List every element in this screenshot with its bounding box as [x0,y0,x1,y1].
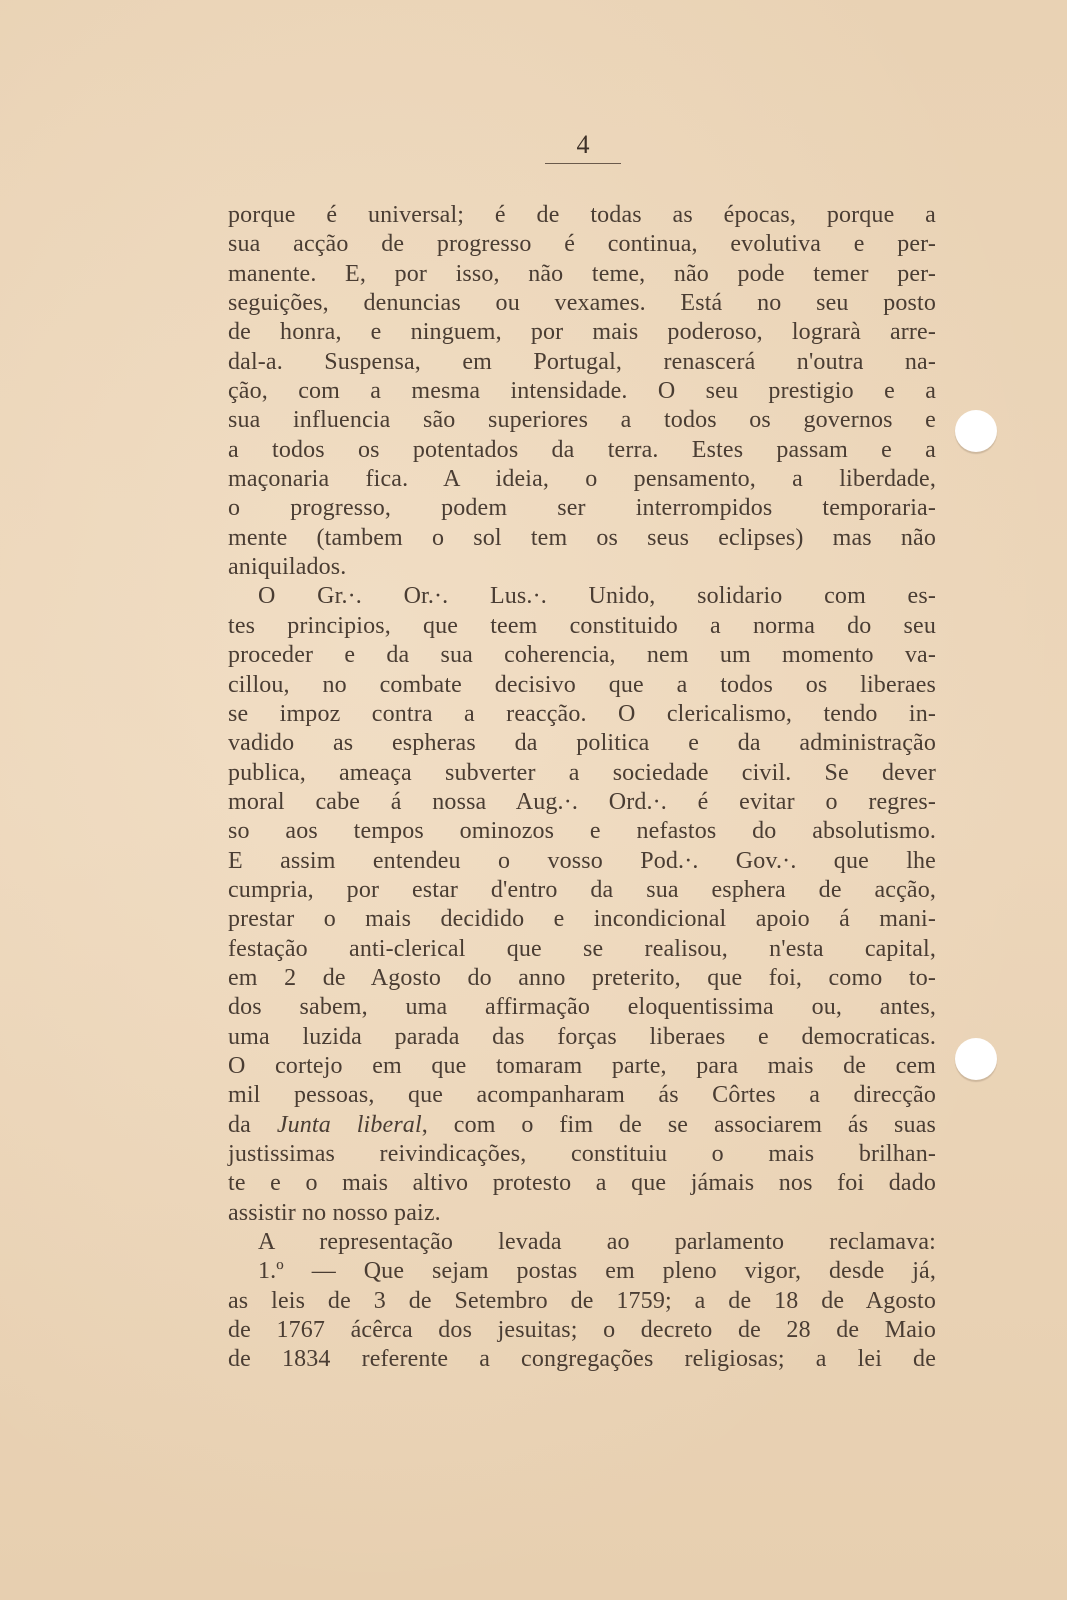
text-line: em 2 de Agosto do anno preterito, que foi, como to- [228,964,936,991]
text-line: A representação levada ao parlamento reclamava: [258,1229,936,1256]
junta-liberal-italic: Junta liberal [276,1111,422,1138]
text-line: de 1834 referente a congregações religiosas; a lei de [228,1346,936,1373]
text-line: dal-a. Suspensa, em Portugal, renascerá n'outra na- [228,348,936,375]
text-line: mente (tambem o sol tem os seus eclipses) mas não [228,524,936,551]
text-line: o progresso, podem ser interrompidos temporaria- [228,495,936,522]
text-line: prestar o mais decidido e incondicional apoio á mani- [228,906,936,933]
text-line: festação anti-clerical que se realisou, n'esta capital, [228,935,936,962]
text-line: assistir no nosso paiz. [228,1199,441,1226]
body-text [228,201,936,1375]
text-line: cillou, no combate decisivo que a todos os liberaes [228,671,936,698]
text-line: O cortejo em que tomaram parte, para mais de cem [228,1052,936,1079]
text-line: seguições, denuncias ou vexames. Está no seu posto [228,290,936,317]
text-line: justissimas reivindicações, constituiu o mais brilhan- [228,1141,936,1167]
text-line: te e o mais altivo protesto a que jámais nos foi dado [228,1170,936,1197]
text-line: vadido as espheras da politica e da administração [228,730,936,757]
text-line: ção, com a mesma intensidade. O seu prestigio e a [228,378,936,405]
text-line: sua acção de progresso é continua, evolutiva e per- [228,231,936,258]
text-line: maçonaria fica. A ideia, o pensamento, a liberdade, [228,466,936,493]
page-number: 4 [576,130,590,159]
text-line: tes principios, que teem constituido a norma do seu [228,612,936,639]
text-line: so aos tempos ominozos e nefastos do absolutismo. [228,818,936,845]
text-line: a todos os potentados da terra. Estes passam e a [228,436,936,463]
text-line: 1.º — Que sejam postas em pleno vigor, desde já, [258,1258,936,1285]
text-line: de honra, e ninguem, por mais poderoso, lograrà arre- [228,319,936,346]
text-line: sua influencia são superiores a todos os governos e [228,407,936,434]
text-line: se impoz contra a reacção. O clericalismo, tendo in- [228,700,936,727]
text-line: uma luzida parada das forças liberaes e democraticas. [228,1023,936,1050]
text-line: proceder e da sua coherencia, nem um momento va- [228,642,936,669]
text-line: cumpria, por estar d'entro da sua esphera de acção, [228,876,936,903]
text-line: mil pessoas, que acompanharam ás Côrtes a direcção [228,1082,936,1109]
text-line: de 1767 ácêrca dos jesuitas; o decreto de 28 de Maio [228,1317,936,1344]
text-line: dos sabem, uma affirmação eloquentissima ou, antes, [228,994,936,1021]
binding-hole [955,1038,997,1080]
text-line: moral cabe á nossa Aug.·. Ord.·. é evitar o regres- [228,788,936,815]
junta-prefix: da [228,1111,277,1138]
text-line-junta [228,1111,936,1140]
page-number-rule [545,163,621,164]
text-line: porque é universal; é de todas as épocas, porque a [228,202,936,228]
text-line: aniquilados. [228,554,347,581]
junta-suffix: , com o fim de se associarem ás suas [421,1111,936,1138]
binding-hole [955,410,997,452]
text-line: as leis de 3 de Setembro de 1759; a de 18 de Agosto [228,1287,936,1314]
text-line: E assim entendeu o vosso Pod.·. Gov.·. que lhe [228,847,936,874]
text-line: publica, ameaça subverter a sociedade civil. Se dever [228,759,936,786]
text-line: O Gr.·. Or.·. Lus.·. Unido, solidario com es- [258,583,936,610]
text-line: manente. E, por isso, não teme, não pode temer per- [228,260,936,287]
